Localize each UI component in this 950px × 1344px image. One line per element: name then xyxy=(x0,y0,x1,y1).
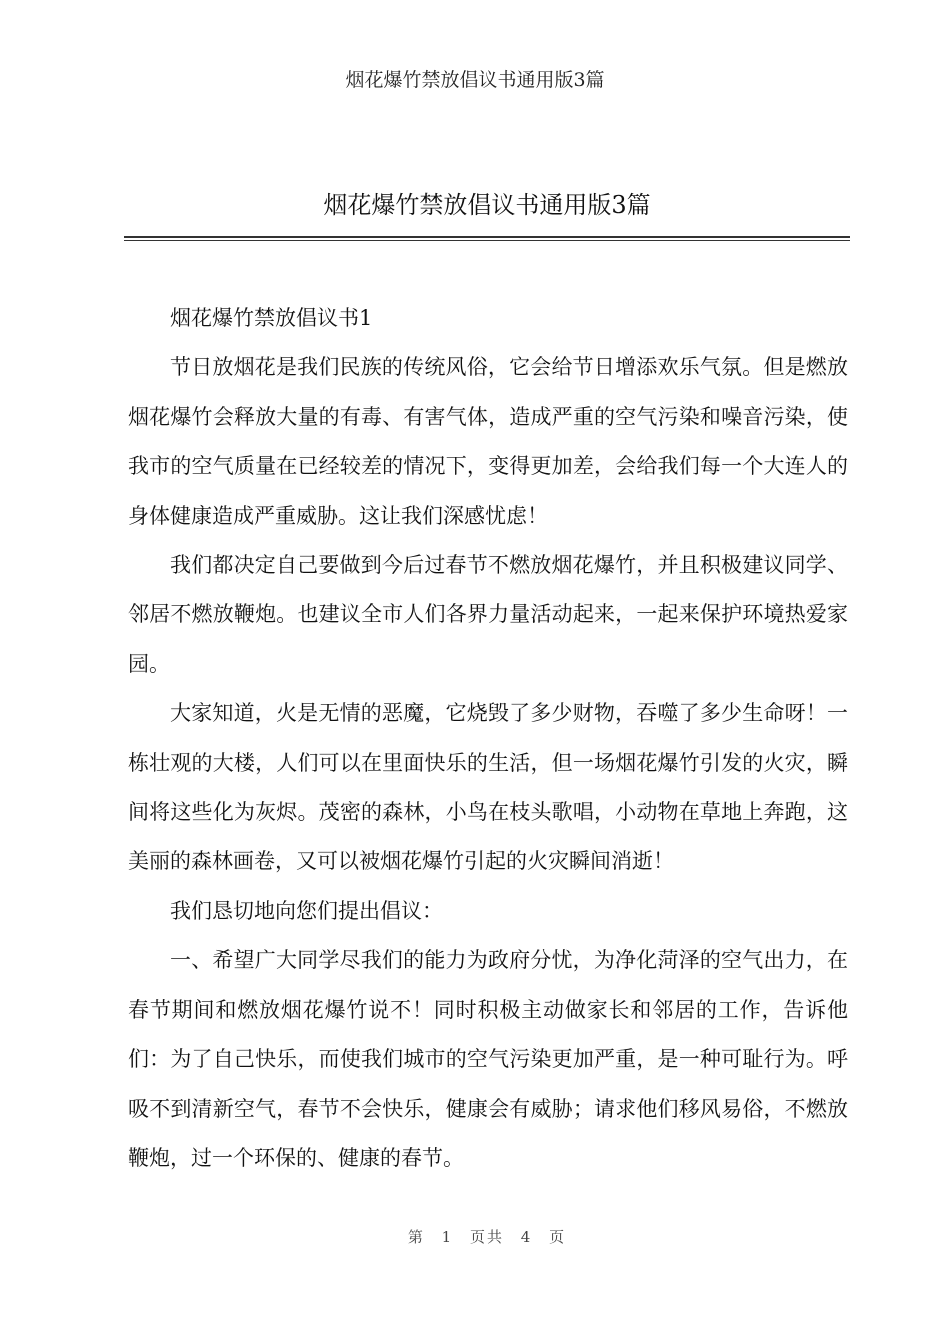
document-title: 烟花爆竹禁放倡议书通用版3篇 xyxy=(323,191,651,219)
page-suffix: 页 xyxy=(549,1228,567,1246)
total-pages: 4 xyxy=(520,1228,533,1246)
document-body xyxy=(128,294,848,1183)
body-paragraph: 一、希望广大同学尽我们的能力为政府分忧，为净化菏泽的空气出力，在春节期间和燃放烟花爆竹说不！同时积极主动做家长和邻居的工作，告诉他们：为了自己快乐，而使我们城市的空气污染更加严重，是一种可耻行为。呼吸不到清新空气，春节不会快乐，健康会有威胁；请求他们移风易俗，不燃放鞭炮，过一个环保的、健康的春节。 xyxy=(128,948,848,1170)
body-paragraph: 大家知道，火是无情的恶魔，它烧毁了多少财物，吞噬了多少生命呀！一栋壮观的大楼，人们可以在里面快乐的生活，但一场烟花爆竹引发的火灾，瞬间将这些化为灰烬。茂密的森林，小鸟在枝头歌唱，小动物在草地上奔跑，这美丽的森林画卷，又可以被烟花爆竹引起的火灾瞬间消逝！ xyxy=(128,701,848,874)
page-footer xyxy=(0,1226,950,1248)
body-paragraph: 节日放烟花是我们民族的传统风俗，它会给节日增添欢乐气氛。但是燃放烟花爆竹会释放大量的有毒、有害气体，造成严重的空气污染和噪音污染，使我市的空气质量在已经较差的情况下，变得更加差，会给我们每一个大连人的身体健康造成严重威胁。这让我们深感忧虑！ xyxy=(128,355,848,528)
page-prefix: 第 xyxy=(407,1228,425,1246)
section-heading: 烟花爆竹禁放倡议书1 xyxy=(170,306,373,330)
page-middle: 页共 xyxy=(469,1228,504,1246)
running-header: 烟花爆竹禁放倡议书通用版3篇 xyxy=(345,69,605,91)
body-paragraph: 我们恳切地向您们提出倡议： xyxy=(170,898,443,923)
page-number: 1 xyxy=(441,1228,454,1246)
title-divider xyxy=(124,236,850,241)
body-paragraph: 我们都决定自己要做到今后过春节不燃放烟花爆竹，并且积极建议同学、邻居不燃放鞭炮。也建议全市人们各界力量活动起来，一起来保护环境热爱家园。 xyxy=(128,553,848,676)
